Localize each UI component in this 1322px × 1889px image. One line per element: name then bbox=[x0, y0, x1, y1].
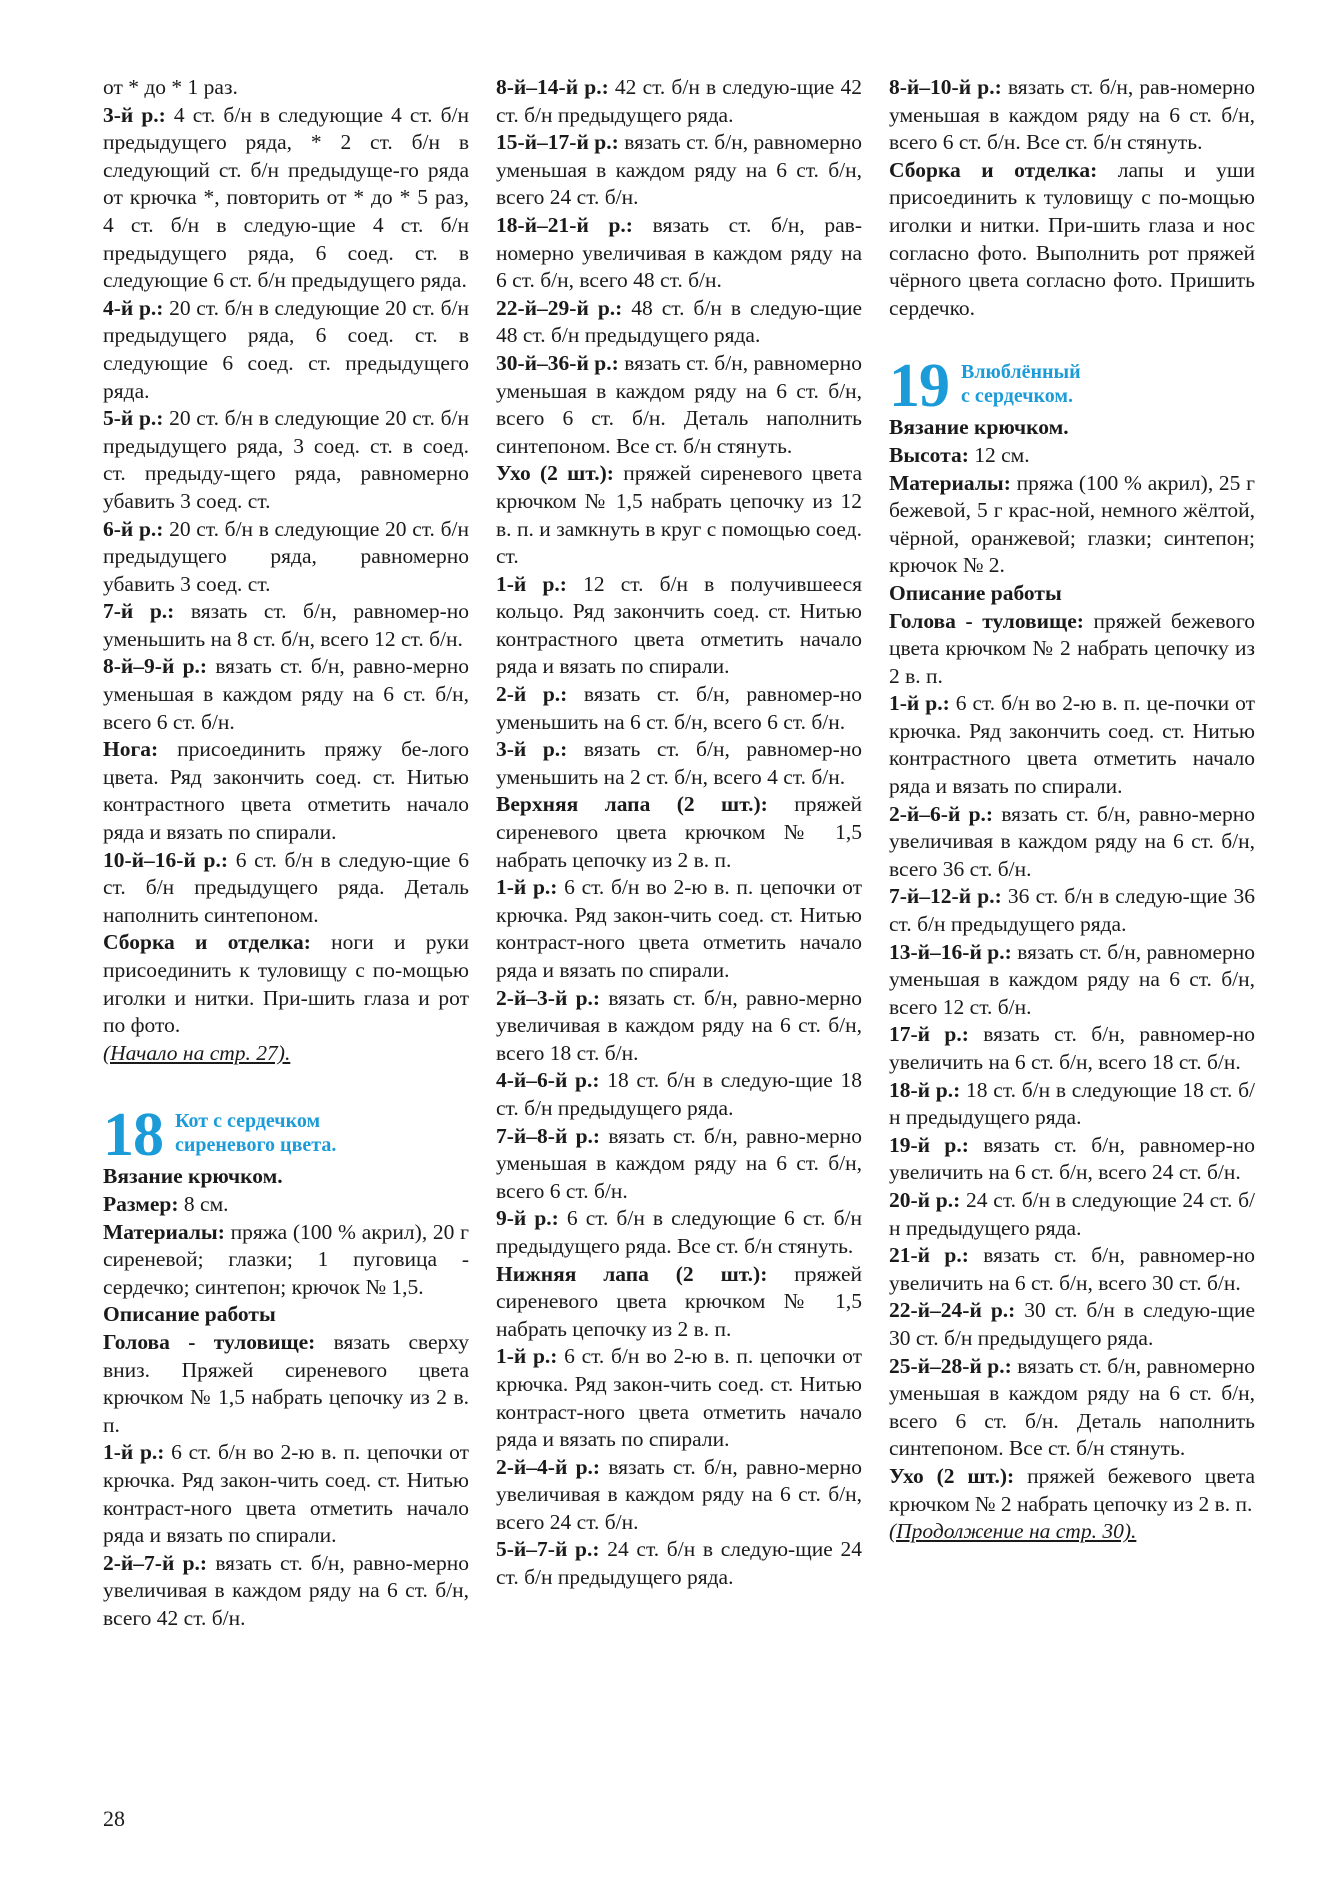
text-paragraph bbox=[496, 1123, 862, 1206]
paragraph-lead: Материалы: bbox=[103, 1219, 225, 1244]
text-paragraph bbox=[889, 74, 1255, 157]
paragraph-lead: Голова - туловище: bbox=[889, 608, 1084, 633]
section-number: 19 bbox=[889, 352, 949, 421]
text-paragraph bbox=[496, 1067, 862, 1122]
text-paragraph bbox=[103, 295, 469, 405]
paragraph-text: от * до * 1 раз. bbox=[103, 75, 238, 99]
paragraph-lead: 21-й р.: bbox=[889, 1243, 969, 1268]
paragraph-lead: Описание работы bbox=[103, 1302, 276, 1327]
paragraph-text: присоединить пряжу бе-лого цвета. Ряд закончить соед. ст. Нитью контрастного цвета отметить начало ряда и вязать по спирали. bbox=[103, 737, 469, 845]
text-paragraph bbox=[496, 212, 862, 295]
text-paragraph bbox=[496, 1454, 862, 1537]
paragraph-text: пряжей сиреневого цвета крючком № 1,5 набрать цепочку из 2 в. п. bbox=[496, 1261, 863, 1341]
text-paragraph bbox=[496, 1261, 862, 1344]
paragraph-lead: 8-й–14-й р.: bbox=[496, 75, 609, 99]
text-paragraph bbox=[889, 470, 1255, 580]
col1-paragraphs bbox=[103, 74, 469, 1040]
text-paragraph bbox=[103, 736, 469, 846]
paragraph-lead: 2-й–6-й р.: bbox=[889, 801, 994, 826]
text-paragraph bbox=[889, 442, 1255, 470]
text-paragraph bbox=[496, 129, 862, 212]
text-paragraph bbox=[889, 580, 1255, 608]
continuation-link-next[interactable]: (Продолжение на стр. 30). bbox=[889, 1519, 1137, 1544]
paragraph-text: вязать ст. б/н, равно-мерно увеличивая в каждом ряду на 6 ст. б/н, всего 24 ст. б/н. bbox=[496, 1454, 862, 1534]
text-paragraph bbox=[103, 1191, 469, 1219]
paragraph-text: 12 ст. б/н в получившееся кольцо. Ряд закончить соед. ст. Нитью контрастного цвета отметить начало ряда и вязать по спирали. bbox=[496, 571, 863, 679]
paragraph-text: 20 ст. б/н в следующие 20 ст. б/н предыдущего ряда, равномерно убавить 3 соед. ст. bbox=[103, 516, 469, 596]
paragraph-lead: 5-й–7-й р.: bbox=[496, 1537, 600, 1562]
text-paragraph bbox=[889, 801, 1255, 884]
paragraph-text: лапы и уши присоединить к туловищу с по-мощью иголки и нитки. При-шить глаза и нос согласно фото. Выполнить рот пряжей чёрного цвета согласно фото. Пришить сердечко. bbox=[889, 157, 1255, 320]
paragraph-lead: Высота: bbox=[889, 442, 969, 467]
paragraph-text: ноги и руки присоединить к туловищу с по-мощью иголки и нитки. При-шить глаза и рот по фото. bbox=[103, 930, 469, 1038]
paragraph-lead: 6-й р.: bbox=[103, 516, 164, 541]
text-paragraph bbox=[103, 929, 469, 1039]
paragraph-lead: Ухо (2 шт.): bbox=[496, 461, 614, 486]
paragraph-text: пряжей бежевого цвета крючком № 2 набрать цепочку из 2 в. п. bbox=[889, 608, 1255, 688]
text-paragraph bbox=[103, 1219, 469, 1302]
paragraph-text: 6 ст. б/н во 2-ю в. п. цепочки от крючка. Ряд закон-чить соед. ст. Нитью контраст-ного цвета отметить начало ряда и вязать по спирали. bbox=[496, 1344, 863, 1452]
paragraph-lead: 1-й р.: bbox=[103, 1440, 165, 1465]
paragraph-lead: Описание работы bbox=[889, 580, 1062, 605]
paragraph-text: вязать ст. б/н, равномерно уменьшая в каждом ряду на 6 ст. б/н, всего 12 ст. б/н. bbox=[889, 939, 1255, 1019]
paragraph-text: пряжей сиреневого цвета крючком № 1,5 набрать цепочку из 2 в. п. bbox=[496, 792, 862, 872]
page-number: 28 bbox=[103, 1806, 125, 1831]
column-3 bbox=[889, 74, 1255, 1546]
paragraph-text: вязать ст. б/н, равно-мерно увеличивая в каждом ряду на 6 ст. б/н, всего 18 ст. б/н. bbox=[496, 985, 862, 1065]
paragraph-lead: Вязание крючком. bbox=[889, 415, 1069, 440]
paragraph-text: вязать ст. б/н, равномер-но увеличить на 6 ст. б/н, всего 30 ст. б/н. bbox=[889, 1243, 1255, 1295]
paragraph-text: пряжа (100 % акрил), 20 г сиреневой; глазки; 1 пуговица - сердечко; синтепон; крючок № 1,5. bbox=[103, 1219, 469, 1299]
paragraph-text: 36 ст. б/н в следую-щие 36 ст. б/н предыдущего ряда. bbox=[889, 884, 1255, 937]
paragraph-text: вязать ст. б/н, равномер-но уменьшить на 6 ст. б/н, всего 6 ст. б/н. bbox=[496, 682, 862, 734]
paragraph-text: пряжей бежевого цвета крючком № 2 набрать цепочку из 2 в. п. bbox=[889, 1463, 1255, 1516]
text-paragraph bbox=[889, 1353, 1255, 1463]
paragraph-text: вязать сверху вниз. Пряжей сиреневого цвета крючком № 1,5 набрать цепочку из 2 в. п. bbox=[103, 1329, 469, 1437]
text-paragraph bbox=[889, 157, 1255, 323]
column-2 bbox=[496, 74, 862, 1592]
paragraph-lead: 7-й–12-й р.: bbox=[889, 884, 1002, 909]
paragraph-text: 12 см. bbox=[968, 442, 1030, 467]
paragraph-text: вязать ст. б/н, равномер-но увеличить на 6 ст. б/н, всего 24 ст. б/н. bbox=[889, 1132, 1255, 1185]
paragraph-lead: 18-й–21-й р.: bbox=[496, 212, 633, 237]
paragraph-text: 48 ст. б/н в следую-щие 48 ст. б/н предыдущего ряда. bbox=[496, 295, 862, 348]
paragraph-lead: 8-й–10-й р.: bbox=[889, 75, 1002, 99]
paragraph-lead: 22-й–24-й р.: bbox=[889, 1298, 1016, 1323]
paragraph-lead: Нога: bbox=[103, 737, 159, 762]
paragraph-lead: Ухо (2 шт.): bbox=[889, 1463, 1015, 1488]
paragraph-lead: Сборка и отделка: bbox=[103, 930, 311, 955]
section-title: Кот с сердечком сиреневого цвета. bbox=[175, 1110, 337, 1157]
paragraph-text: 20 ст. б/н в следующие 20 ст. б/н предыдущего ряда, 6 соед. ст. в следующие 6 соед. ст. предыдущего ряда. bbox=[103, 295, 469, 403]
paragraph-text: 24 ст. б/н в следующие 24 ст. б/н предыдущего ряда. bbox=[889, 1187, 1256, 1240]
paragraph-text: 6 ст. б/н в следующие 6 ст. б/н предыдущего ряда. Все ст. б/н стянуть. bbox=[496, 1206, 862, 1258]
col3-paragraphs-2 bbox=[889, 414, 1255, 1518]
paragraph-text: вязать ст. б/н, равномер-но уменьшить на 2 ст. б/н, всего 4 ст. б/н. bbox=[496, 737, 862, 789]
paragraph-lead: 18-й р.: bbox=[889, 1077, 961, 1102]
text-paragraph bbox=[496, 1205, 862, 1260]
paragraph-lead: 7-й р.: bbox=[103, 599, 175, 624]
text-paragraph bbox=[103, 653, 469, 736]
text-paragraph bbox=[889, 690, 1255, 800]
text-paragraph bbox=[496, 350, 862, 460]
paragraph-text: 6 ст. б/н в следую-щие 6 ст. б/н предыдущего ряда. Деталь наполнить синтепоном. bbox=[103, 847, 469, 927]
paragraph-text: пряжа (100 % акрил), 25 г бежевой, 5 г крас-ной, немного жёлтой, чёрной, оранжевой; глазки; синтепон; крючок № 2. bbox=[889, 470, 1255, 578]
paragraph-lead: Материалы: bbox=[889, 470, 1011, 495]
text-paragraph bbox=[496, 985, 862, 1068]
paragraph-lead: 3-й р.: bbox=[496, 737, 568, 762]
text-paragraph bbox=[103, 847, 469, 930]
paragraph-text: 18 ст. б/н в следующие 18 ст. б/н предыдущего ряда. bbox=[889, 1077, 1256, 1130]
paragraph-lead: 10-й–16-й р.: bbox=[103, 847, 229, 872]
text-paragraph bbox=[103, 405, 469, 515]
text-paragraph bbox=[496, 874, 862, 984]
paragraph-lead: 15-й–17-й р.: bbox=[496, 130, 619, 155]
paragraph-text: 24 ст. б/н в следую-щие 24 ст. б/н предыдущего ряда. bbox=[496, 1537, 862, 1590]
paragraph-text: вязать ст. б/н, равномерно уменьшая в каждом ряду на 6 ст. б/н, всего 24 ст. б/н. bbox=[496, 130, 862, 210]
paragraph-lead: 22-й–29-й р.: bbox=[496, 295, 623, 320]
paragraph-lead: 25-й–28-й р.: bbox=[889, 1353, 1012, 1378]
text-paragraph bbox=[496, 295, 862, 350]
text-paragraph bbox=[889, 414, 1255, 442]
paragraph-lead: Вязание крючком. bbox=[103, 1164, 283, 1189]
text-paragraph bbox=[889, 1132, 1255, 1187]
paragraph-text: 18 ст. б/н в следую-щие 18 ст. б/н предыдущего ряда. bbox=[496, 1068, 862, 1120]
col3-paragraphs bbox=[889, 74, 1255, 322]
paragraph-text: 8 см. bbox=[178, 1191, 229, 1216]
text-paragraph bbox=[496, 460, 862, 570]
paragraph-text: 20 ст. б/н в следующие 20 ст. б/н предыдущего ряда, 3 соед. ст. в соед. ст. предыду-щего ряда, равномерно убавить 3 соед. ст. bbox=[103, 406, 469, 513]
paragraph-text: вязать ст. б/н, равно-мерно уменьшая в каждом ряду на 6 ст. б/н, всего 6 ст. б/н. bbox=[496, 1123, 862, 1203]
text-paragraph bbox=[103, 1550, 469, 1633]
text-paragraph bbox=[496, 791, 862, 874]
paragraph-lead: 4-й–6-й р.: bbox=[496, 1068, 600, 1093]
paragraph-text: 30 ст. б/н в следую-щие 30 ст. б/н предыдущего ряда. bbox=[889, 1298, 1255, 1350]
text-paragraph bbox=[496, 74, 862, 129]
paragraph-text: вязать ст. б/н, равномер-но увеличить на 6 ст. б/н, всего 18 ст. б/н. bbox=[889, 1022, 1255, 1074]
paragraph-lead: 1-й р.: bbox=[496, 571, 567, 596]
text-paragraph bbox=[889, 939, 1255, 1022]
column-1 bbox=[103, 74, 469, 1632]
text-paragraph bbox=[103, 1163, 469, 1191]
text-paragraph bbox=[496, 736, 862, 791]
paragraph-lead: 30-й–36-й р.: bbox=[496, 350, 619, 375]
text-paragraph bbox=[496, 681, 862, 736]
paragraph-text: вязать ст. б/н, рав-номерно уменьшая в каждом ряду на 6 ст. б/н, всего 6 ст. б/н. Все ст. б/н стянуть. bbox=[889, 75, 1255, 155]
paragraph-lead: Размер: bbox=[103, 1191, 179, 1216]
paragraph-lead: 7-й–8-й р.: bbox=[496, 1123, 601, 1148]
paragraph-lead: 17-й р.: bbox=[889, 1022, 969, 1047]
text-paragraph bbox=[889, 1077, 1255, 1132]
paragraph-lead: 5-й р.: bbox=[103, 406, 164, 431]
paragraph-text: 6 ст. б/н во 2-ю в. п. цепочки от крючка. Ряд закон-чить соед. ст. Нитью контраст-ного цвета отметить начало ряда и вязать по спирали. bbox=[496, 875, 863, 982]
paragraph-lead: 1-й р.: bbox=[496, 875, 558, 900]
text-paragraph bbox=[103, 598, 469, 653]
paragraph-lead: 13-й–16-й р.: bbox=[889, 939, 1012, 964]
paragraph-lead: Нижняя лапа (2 шт.): bbox=[496, 1261, 768, 1286]
text-paragraph bbox=[889, 1187, 1255, 1242]
paragraph-lead: Сборка и отделка: bbox=[889, 157, 1098, 182]
paragraph-lead: 2-й–4-й р.: bbox=[496, 1454, 601, 1479]
paragraph-text: 4 ст. б/н в следующие 4 ст. б/н предыдущего ряда, * 2 ст. б/н в следующий ст. б/н предыдуще-го ряда от крючка *, повторить от * до * 5 раз, 4 ст. б/н в следую-щие 4 ст. б/н предыдущего ряда, 6 соед. ст. в следующие 6 ст. б/н предыдущего ряда. bbox=[103, 102, 469, 293]
text-paragraph bbox=[103, 74, 469, 102]
paragraph-text: 6 ст. б/н во 2-ю в. п. це-почки от крючка. Ряд закончить соед. ст. Нитью контрастного цвета отметить начало ряда и вязать по спирали. bbox=[889, 691, 1255, 799]
paragraph-lead: 3-й р.: bbox=[103, 102, 166, 127]
paragraph-lead: 20-й р.: bbox=[889, 1187, 961, 1212]
text-paragraph bbox=[103, 1301, 469, 1329]
paragraph-text: вязать ст. б/н, рав-номерно увеличивая в каждом ряду на 6 ст. б/н, всего 48 ст. б/н. bbox=[496, 212, 862, 293]
text-paragraph bbox=[496, 1343, 862, 1453]
section-title: Влюблённый с сердечком. bbox=[961, 361, 1081, 408]
paragraph-text: вязать ст. б/н, равно-мерно уменьшая в каждом ряду на 6 ст. б/н, всего 6 ст. б/н. bbox=[103, 654, 469, 734]
paragraph-text: вязать ст. б/н, равномерно уменьшая в каждом ряду на 6 ст. б/н, всего 6 ст. б/н. Деталь наполнить синтепоном. Все ст. б/н стянуть. bbox=[889, 1353, 1255, 1461]
continuation-link-start[interactable]: (Начало на стр. 27). bbox=[103, 1040, 291, 1065]
section-18-heading bbox=[103, 1097, 469, 1170]
text-paragraph bbox=[889, 883, 1255, 938]
paragraph-lead: 4-й р.: bbox=[103, 295, 164, 320]
paragraph-lead: 2-й–3-й р.: bbox=[496, 985, 601, 1010]
paragraph-text: пряжей сиреневого цвета крючком № 1,5 набрать цепочку из 12 в. п. и замкнуть в круг с помощью соед. ст. bbox=[496, 461, 862, 569]
paragraph-lead: 2-й–7-й р.: bbox=[103, 1550, 208, 1575]
paragraph-lead: 8-й–9-й р.: bbox=[103, 654, 208, 679]
text-paragraph bbox=[103, 1439, 469, 1549]
section-number: 18 bbox=[103, 1101, 163, 1170]
text-paragraph bbox=[889, 608, 1255, 691]
paragraph-text: вязать ст. б/н, равномерно уменьшая в каждом ряду на 6 ст. б/н, всего 6 ст. б/н. Деталь наполнить синтепоном. Все ст. б/н стянуть. bbox=[496, 350, 862, 458]
col2-paragraphs bbox=[496, 74, 862, 1592]
paragraph-text: вязать ст. б/н, равно-мерно увеличивая в каждом ряду на 6 ст. б/н, всего 42 ст. б/н. bbox=[103, 1550, 469, 1630]
paragraph-text: вязать ст. б/н, равно-мерно увеличивая в каждом ряду на 6 ст. б/н, всего 36 ст. б/н. bbox=[889, 801, 1255, 881]
text-paragraph bbox=[889, 1297, 1255, 1352]
paragraph-lead: 9-й р.: bbox=[496, 1206, 559, 1231]
text-paragraph bbox=[889, 1242, 1255, 1297]
paragraph-lead: Голова - туловище: bbox=[103, 1329, 316, 1354]
text-paragraph bbox=[103, 516, 469, 599]
paragraph-text: вязать ст. б/н, равномер-но уменьшить на 8 ст. б/н, всего 12 ст. б/н. bbox=[103, 599, 469, 651]
paragraph-lead: 19-й р.: bbox=[889, 1132, 969, 1157]
col1-paragraphs-2 bbox=[103, 1163, 469, 1632]
text-paragraph bbox=[889, 1463, 1255, 1518]
paragraph-lead: 1-й р.: bbox=[889, 691, 950, 716]
text-paragraph bbox=[496, 1536, 862, 1591]
paragraph-text: 6 ст. б/н во 2-ю в. п. цепочки от крючка. Ряд закон-чить соед. ст. Нитью контраст-ного цвета отметить начало ряда и вязать по спирали. bbox=[103, 1440, 470, 1548]
paragraph-text: 42 ст. б/н в следую-щие 42 ст. б/н предыдущего ряда. bbox=[496, 75, 862, 127]
text-paragraph bbox=[889, 1021, 1255, 1076]
text-paragraph bbox=[496, 571, 862, 681]
paragraph-lead: Верхняя лапа (2 шт.): bbox=[496, 792, 768, 817]
text-paragraph bbox=[103, 102, 469, 295]
paragraph-lead: 1-й р.: bbox=[496, 1344, 558, 1369]
section-19-heading bbox=[889, 348, 1255, 421]
text-paragraph bbox=[103, 1329, 469, 1439]
paragraph-lead: 2-й р.: bbox=[496, 682, 568, 707]
